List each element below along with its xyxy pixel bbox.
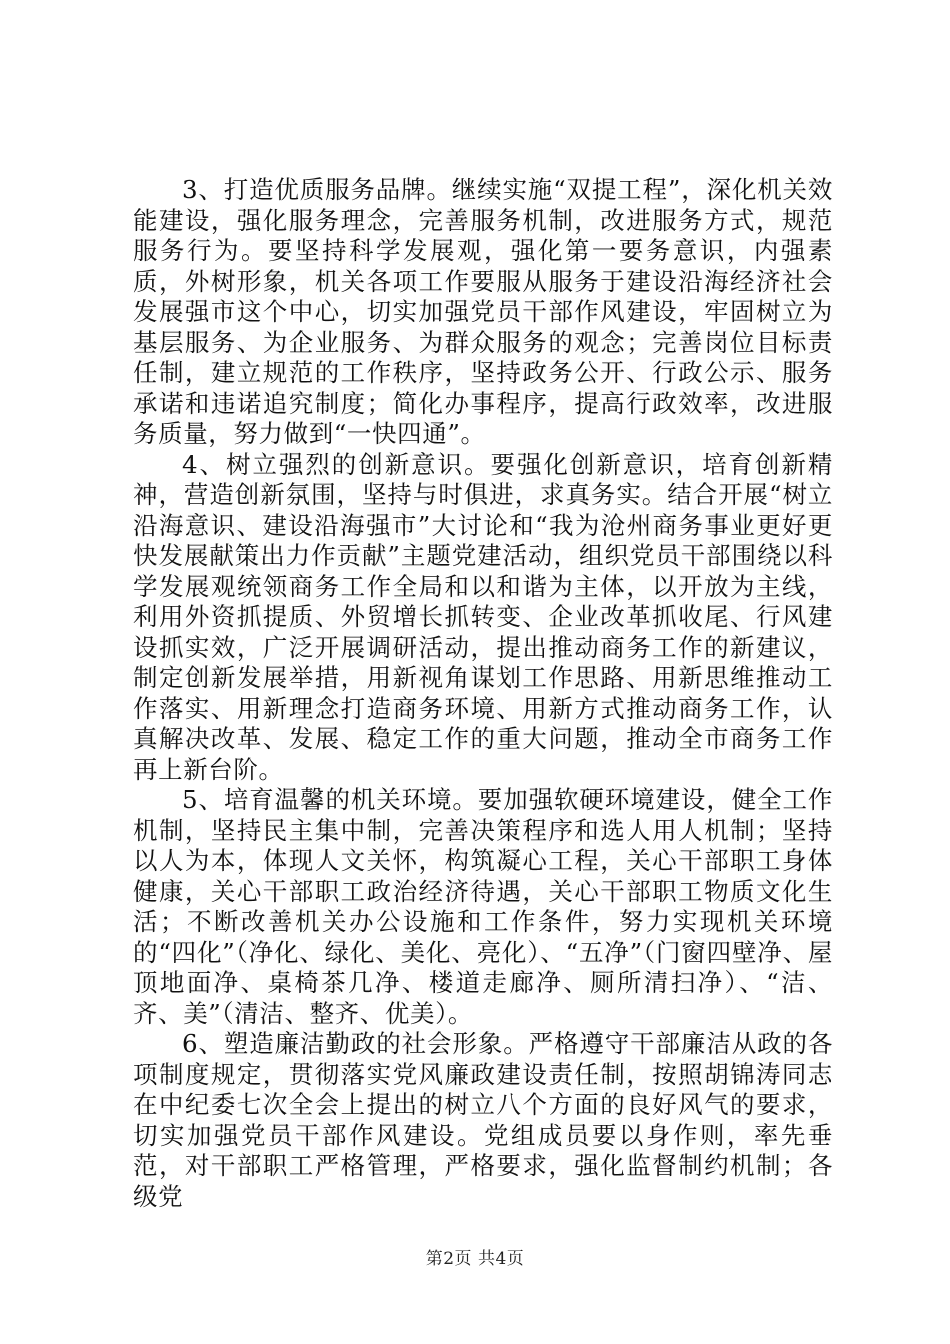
paragraph-innovation: 4、树立强烈的创新意识。要强化创新意识，培育创新精神，营造创新氛围，坚持与时俱进，求真务实。结合开展“树立沿海意识、建设沿海强市”大讨论和“我为沧州商务事业更好更快发展献策出力作贡献”主题党建活动，组织党员干部围绕以科学发展观统领商务工作全局和以和谐为主体，以开放为主线，利用外资抓提质、外贸增长抓转变、企业改革抓收尾、行风建设抓实效，广泛开展调研活动，提出推动商务工作的新建议，制定创新发展举措，用新视角谋划工作思路、用新思维推动工作落实、用新理念打造商务环境、用新方式推动商务工作，认真解决改革、发展、稳定工作的重大问题，推动全市商务工作再上新台阶。	[133, 449, 833, 784]
paragraph-service-brand: 3、打造优质服务品牌。继续实施“双提工程”，深化机关效能建设，强化服务理念，完善服务机制，改进服务方式，规范服务行为。要坚持科学发展观，强化第一要务意识，内强素质，外树形象，机关各项工作要服从服务于建设沿海经济社会发展强市这个中心，切实加强党员干部作风建设，牢固树立为基层服务、为企业服务、为群众服务的观念；完善岗位目标责任制，建立规范的工作秩序，坚持政务公开、行政公示、服务承诺和违诺追究制度；简化办事程序，提高行政效率，改进服务质量，努力做到“一快四通”。	[133, 175, 833, 448]
paragraph-environment: 5、培育温馨的机关环境。要加强软硬环境建设，健全工作机制，坚持民主集中制，完善决策程序和选人用人机制；坚持以人为本，体现人文关怀，构筑凝心工程，关心干部职工身体健康，关心干部职工政治经济待遇，关心干部职工物质文化生活；不断改善机关办公设施和工作条件，努力实现机关环境的“四化”（净化、绿化、美化、亮化）、“五净”（门窗四壁净、屋顶地面净、桌椅茶几净、楼道走廊净、厕所清扫净）、“洁、齐、美”（清洁、整齐、优美）。	[133, 785, 833, 1028]
document-body	[133, 175, 833, 1212]
paragraph-integrity: 6、塑造廉洁勤政的社会形象。严格遵守干部廉洁从政的各项制度规定，贯彻落实党风廉政建设责任制，按照胡锦涛同志在中纪委七次全会上提出的树立八个方面的良好风气的要求，切实加强党员干部作风建设。党组成员要以身作则，率先垂范，对干部职工严格管理，严格要求，强化监督制约机制；各级党	[133, 1029, 833, 1211]
page-footer: 第2页 共4页	[425, 1249, 525, 1269]
